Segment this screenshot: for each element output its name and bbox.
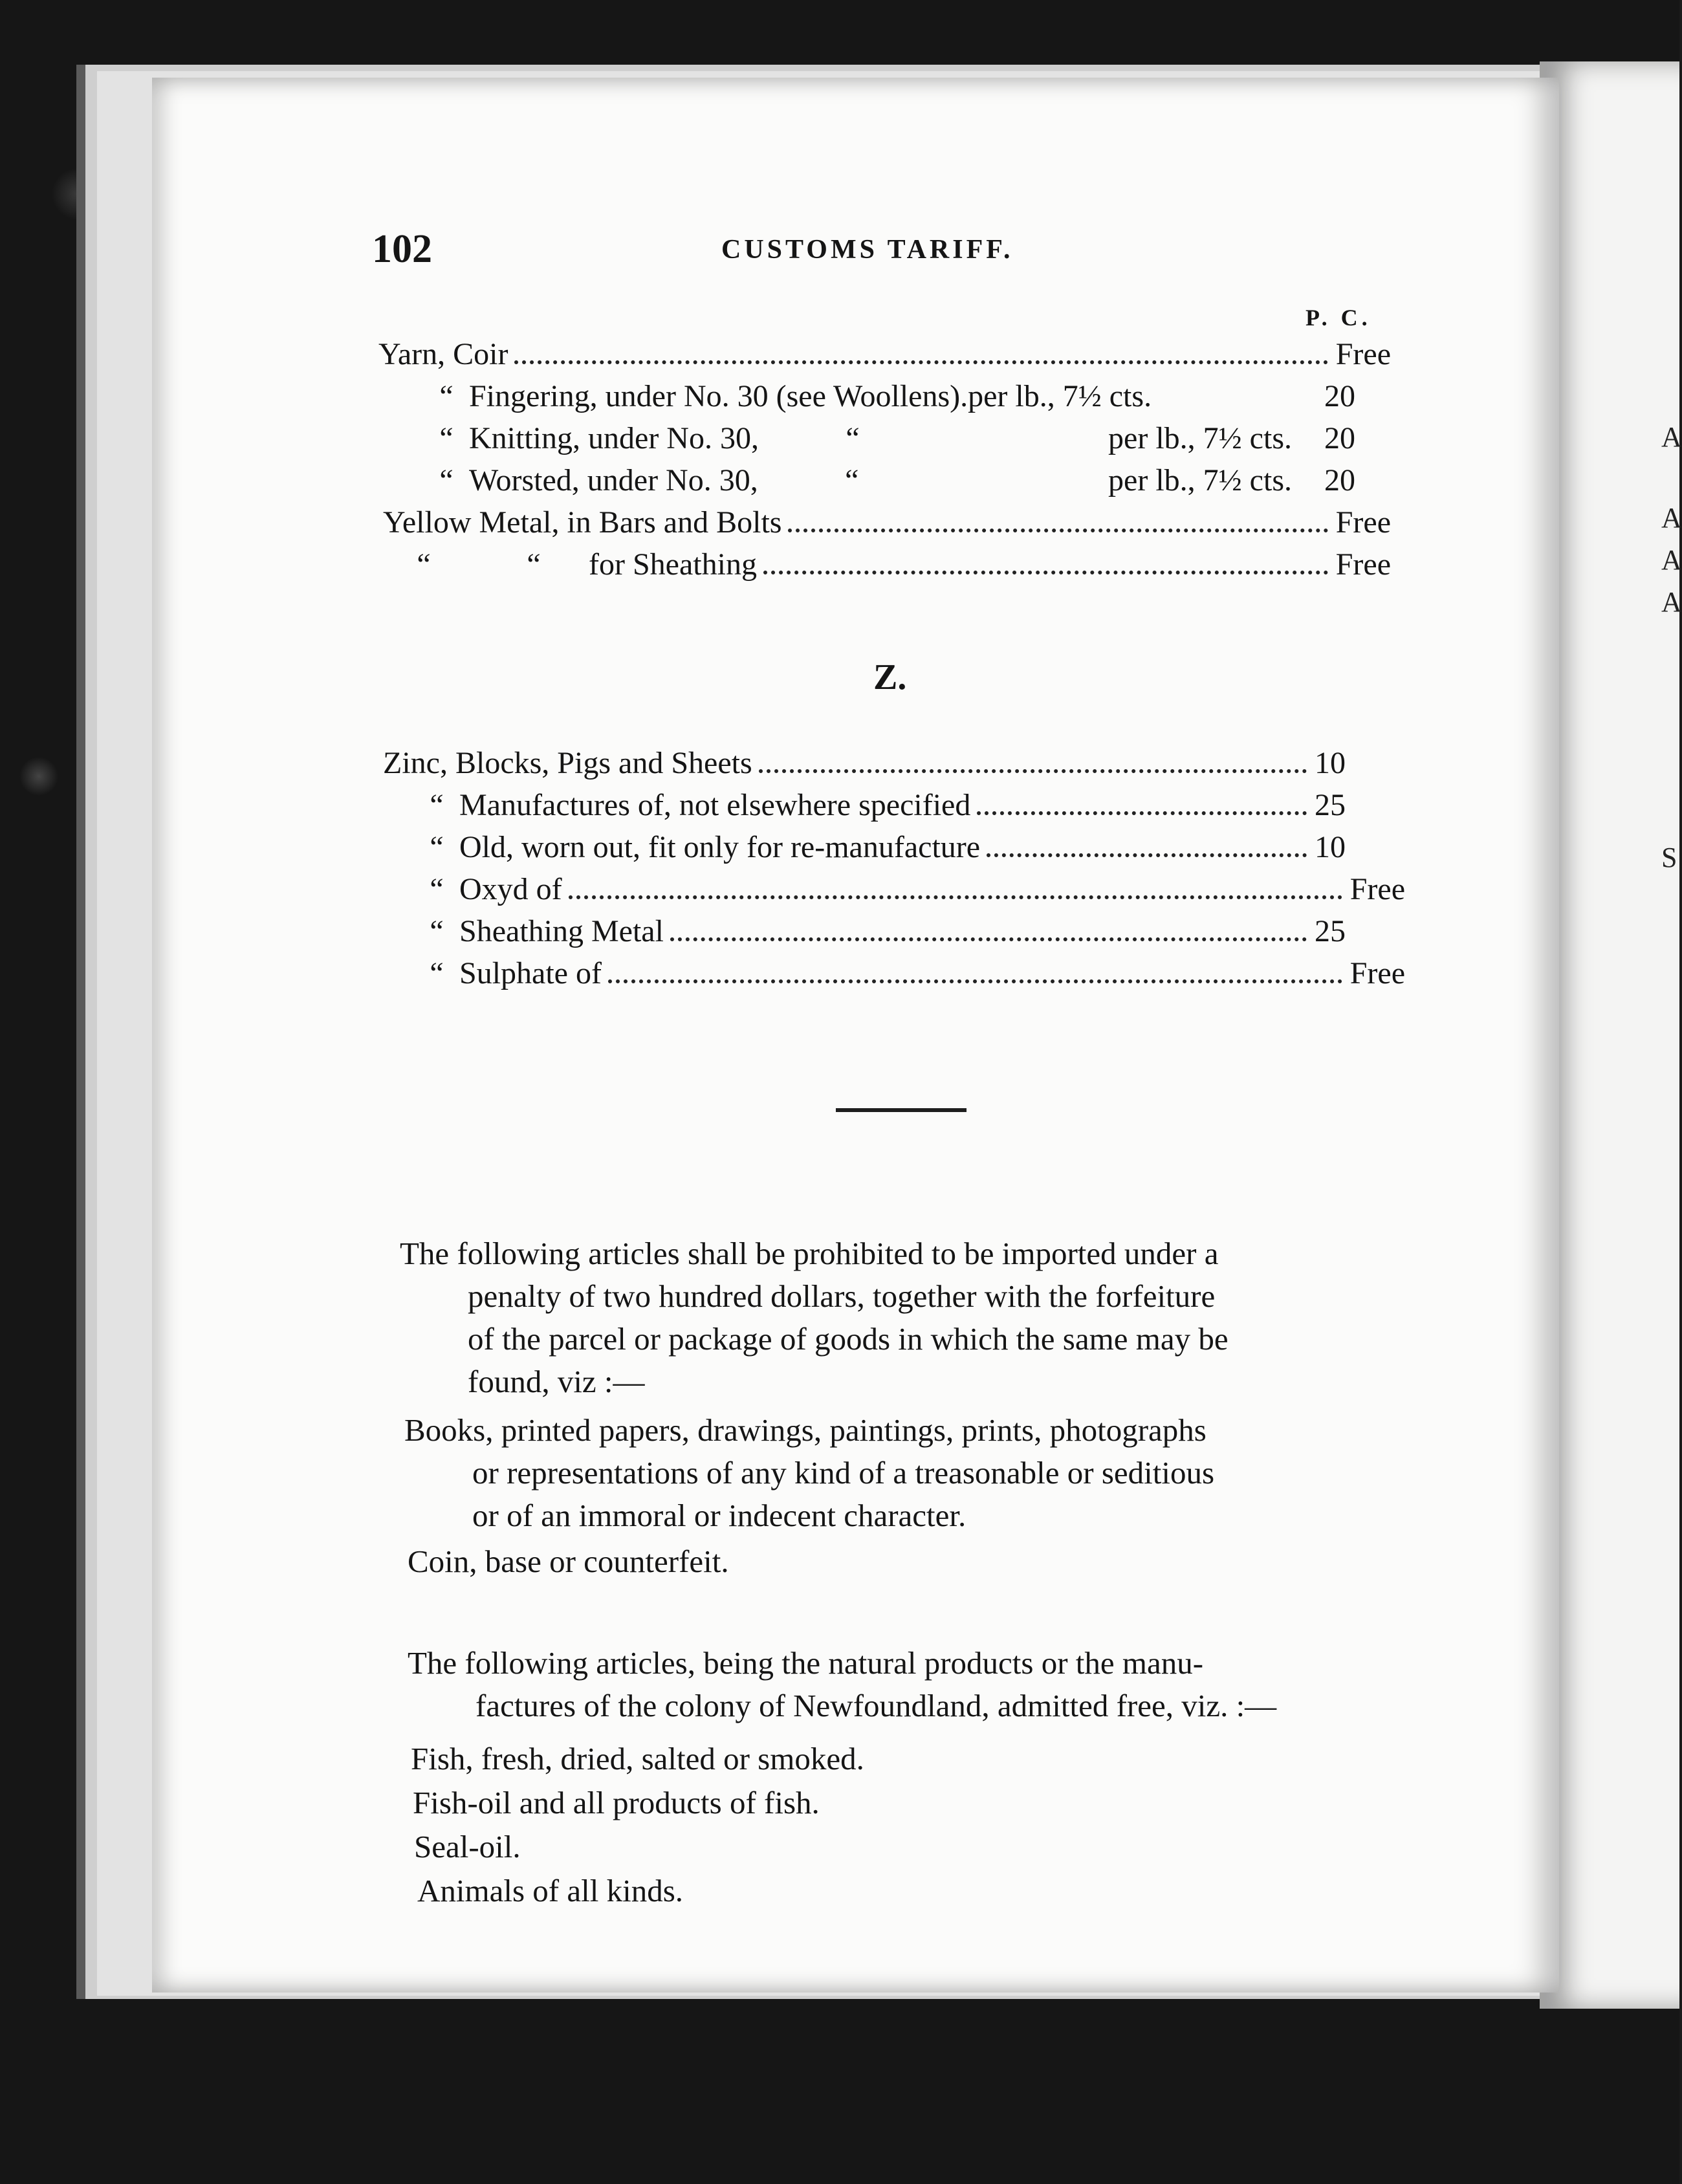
tariff-row [414,787,1373,829]
newfoundland-item: Animals of all kinds. [417,1873,684,1908]
text-line: of the parcel or package of goods in which the same may be [468,1321,1229,1357]
tariff-rate: 20 [1324,463,1355,497]
tariff-item-label: Yarn, Coir [378,337,508,371]
facing-page-letter: A [1661,586,1682,618]
dot-leader [977,811,1307,815]
tariff-row [414,956,1405,997]
page-header [372,226,1407,278]
section-divider [836,1108,967,1112]
tariff-row [424,420,1355,462]
tariff-rate: Free [1335,337,1391,371]
tariff-rate: 20 [1324,421,1355,455]
newfoundland-intro [408,1642,1443,1727]
tariff-rate: 20 [1324,379,1355,413]
dot-leader [514,360,1327,364]
tariff-item-label: Fingering, under No. 30 (see Woollens).per lb., 7½ cts. [469,379,1152,413]
tariff-item-label: Worsted, under No. 30, [469,463,758,497]
newfoundland-item: Fish, fresh, dried, salted or smoked. [411,1741,864,1776]
ditto-mark: “ [430,872,444,906]
ditto-mark: “ [430,830,444,864]
tariff-rate: Free [1349,956,1405,990]
prohibited-books [404,1409,1439,1537]
tariff-row [414,871,1405,913]
tariff-row [424,463,1355,504]
running-title: CUSTOMS TARIFF. [721,235,1014,265]
tariff-row [414,829,1373,871]
facing-page-letter: A [1661,502,1682,534]
facing-page-letter: A [1661,421,1682,453]
tariff-rate: 25 [1315,914,1346,948]
tariff-rate: Free [1335,547,1391,582]
tariff-row [378,336,1391,378]
tariff-item-label: Yellow Metal, in Bars and Bolts [383,505,782,540]
tariff-row [383,745,1373,787]
text-line: found, viz :— [468,1364,645,1399]
ditto-mark: “ [527,547,541,582]
column-header: P. C. [1305,305,1371,331]
ditto-mark: “ [439,379,453,413]
text-line: The following articles shall be prohibited to be imported under a [400,1236,1219,1271]
dot-leader [569,895,1342,899]
text-line: The following articles, being the natural products or the manu- [408,1645,1204,1681]
tariff-rate: 10 [1315,830,1346,864]
dot-leader [987,853,1307,857]
tariff-rate: 25 [1315,788,1346,822]
ditto-mark: “ [439,463,453,497]
tariff-rate-detail: per lb., 7½ cts. [1108,421,1292,455]
page-number: 102 [372,227,432,271]
dot-leader [670,937,1307,941]
newfoundland-item: Fish-oil and all products of fish. [413,1785,820,1820]
tariff-row [401,547,1391,588]
dot-leader [763,571,1328,574]
tariff-item-label: Zinc, Blocks, Pigs and Sheets [383,746,752,780]
newfoundland-item: Seal-oil. [414,1829,521,1864]
ditto-mark: “ [430,956,444,990]
tariff-item-label: Knitting, under No. 30, [469,421,759,455]
tariff-item-label: Old, worn out, fit only for re-manufacture [459,830,981,864]
text-line: factures of the colony of Newfoundland, admitted free, viz. :— [475,1688,1277,1723]
tariff-rate: Free [1349,872,1405,906]
ditto-mark: “ [430,914,444,948]
tariff-item-label: Sheathing Metal [459,914,664,948]
facing-page-letter: A [1661,544,1682,576]
prohibited-intro [400,1232,1435,1403]
dot-leader [759,769,1307,773]
text-line: penalty of two hundred dollars, together with the forfeiture [468,1278,1216,1314]
facing-page-letter: S [1661,842,1677,873]
tariff-item-label: Manufactures of, not elsewhere specified [459,788,971,822]
ditto-mark: “ [439,421,453,455]
dot-leader [788,529,1327,532]
tariff-rate-detail: per lb., 7½ cts. [1108,463,1292,497]
ditto-mark: “ [846,421,860,455]
tariff-item-label: Oxyd of [459,872,562,906]
tariff-row [414,913,1373,955]
text-line: or representations of any kind of a treasonable or seditious [472,1455,1215,1491]
ditto-mark: “ [430,788,444,822]
section-letter: Z. [873,657,907,697]
tariff-row [424,378,1355,420]
facing-page [1540,61,1679,2009]
dot-leader [608,979,1342,983]
tariff-row [383,505,1391,546]
tariff-item-label: Sulphate of [459,956,602,990]
tariff-rate: Free [1335,505,1391,540]
tariff-rate: 10 [1315,746,1346,780]
ditto-mark: “ [845,463,859,497]
text-line: Books, printed papers, drawings, paintings, prints, photographs [404,1412,1207,1448]
text-line: or of an immoral or indecent character. [472,1498,967,1533]
prohibited-coin: Coin, base or counterfeit. [408,1544,729,1579]
ditto-mark: “ [417,547,431,582]
tariff-item-label: for Sheathing [589,547,757,582]
